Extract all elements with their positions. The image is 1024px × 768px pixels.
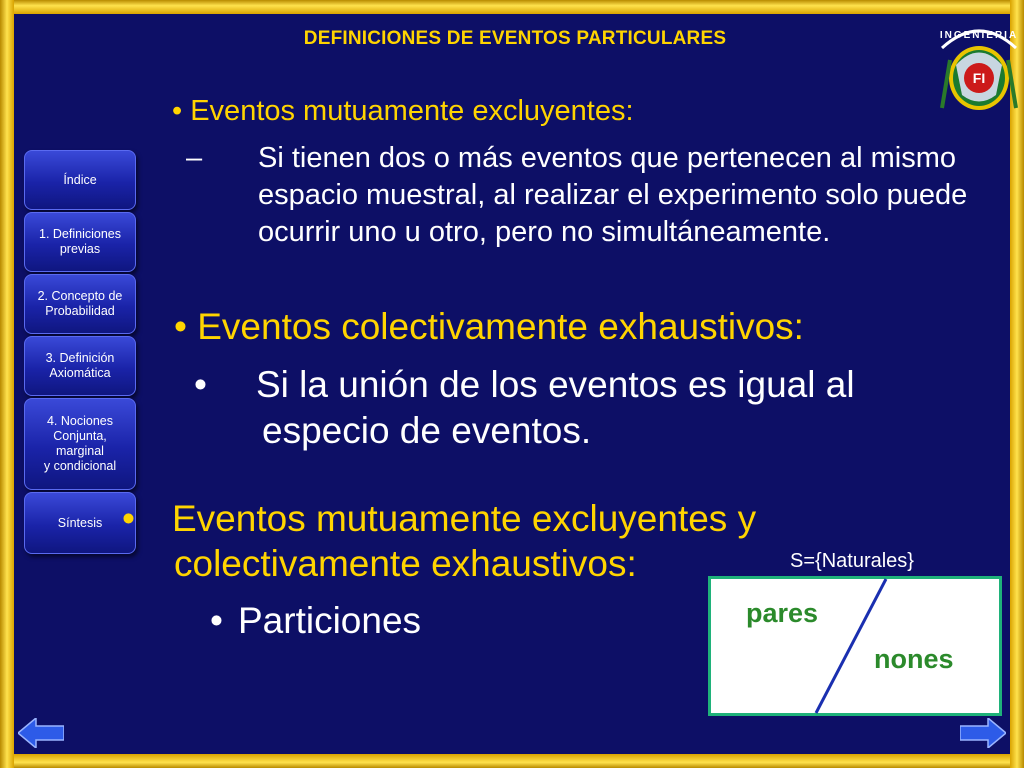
exhaustivos-definition: Si la unión de los eventos es igual al especio de eventos. bbox=[256, 364, 855, 451]
bullet-icon: • bbox=[194, 364, 207, 405]
forward-arrow-icon[interactable] bbox=[960, 718, 1006, 748]
sub-bullet-particiones bbox=[210, 600, 421, 642]
frame-bottom bbox=[0, 754, 1024, 768]
frame-left bbox=[0, 0, 14, 768]
bullet-mutuamente-excluyentes bbox=[172, 95, 634, 128]
frame-top bbox=[0, 0, 1024, 14]
region-nones: nones bbox=[874, 644, 954, 674]
nav-button-definiciones-previas[interactable]: 1. Definiciones previas bbox=[24, 212, 136, 272]
nav-button-sintesis[interactable]: Síntesis bbox=[24, 492, 136, 554]
dash-icon: – bbox=[186, 142, 203, 174]
excluyentes-definition: Si tienen dos o más eventos que pertenecen al mismo espacio muestral, al realizar el experimento solo puede ocurrir uno u otro, pero no simultáneamente. bbox=[258, 142, 968, 248]
nav-button-indice[interactable]: Índice bbox=[24, 150, 136, 210]
bullet-colectivamente-exhaustivos bbox=[174, 306, 804, 348]
nav-button-definicion-axiomatica[interactable]: 3. Definición Axiomática bbox=[24, 336, 136, 396]
heading-excluyentes-y-exhaustivos: Eventos mutuamente excluyentes y colectivamente exhaustivos: bbox=[172, 498, 757, 584]
svg-text:FI: FI bbox=[972, 70, 986, 86]
page-title: DEFINICIONES DE EVENTOS PARTICULARES bbox=[303, 28, 727, 49]
set-label: S={Naturales} bbox=[790, 550, 914, 572]
sub-bullet-exhaustivos-def bbox=[194, 362, 982, 454]
bullet-icon: • bbox=[174, 306, 187, 347]
bullet-excluyentes-y-exhaustivos bbox=[122, 496, 874, 586]
logo-ring-text: INGENIERIA bbox=[939, 30, 1019, 41]
nav-button-nociones[interactable]: 4. Nociones Conjunta, marginal y condicional bbox=[24, 398, 136, 490]
particiones-text: Particiones bbox=[238, 600, 422, 641]
back-arrow-icon[interactable] bbox=[18, 718, 64, 748]
sub-bullet-excluyentes-def bbox=[186, 140, 1024, 251]
bullet-icon: • bbox=[122, 498, 135, 539]
bullet-icon: • bbox=[172, 95, 183, 127]
region-pares: pares bbox=[746, 598, 819, 628]
heading-mutuamente-excluyentes: Eventos mutuamente excluyentes: bbox=[190, 95, 634, 127]
nav-button-concepto-probabilidad[interactable]: 2. Concepto de Probabilidad bbox=[24, 274, 136, 334]
bullet-icon: • bbox=[210, 600, 223, 641]
partition-line bbox=[708, 576, 1002, 716]
ingenieria-logo-icon bbox=[936, 20, 1022, 116]
heading-colectivamente-exhaustivos: Eventos colectivamente exhaustivos: bbox=[197, 306, 804, 347]
